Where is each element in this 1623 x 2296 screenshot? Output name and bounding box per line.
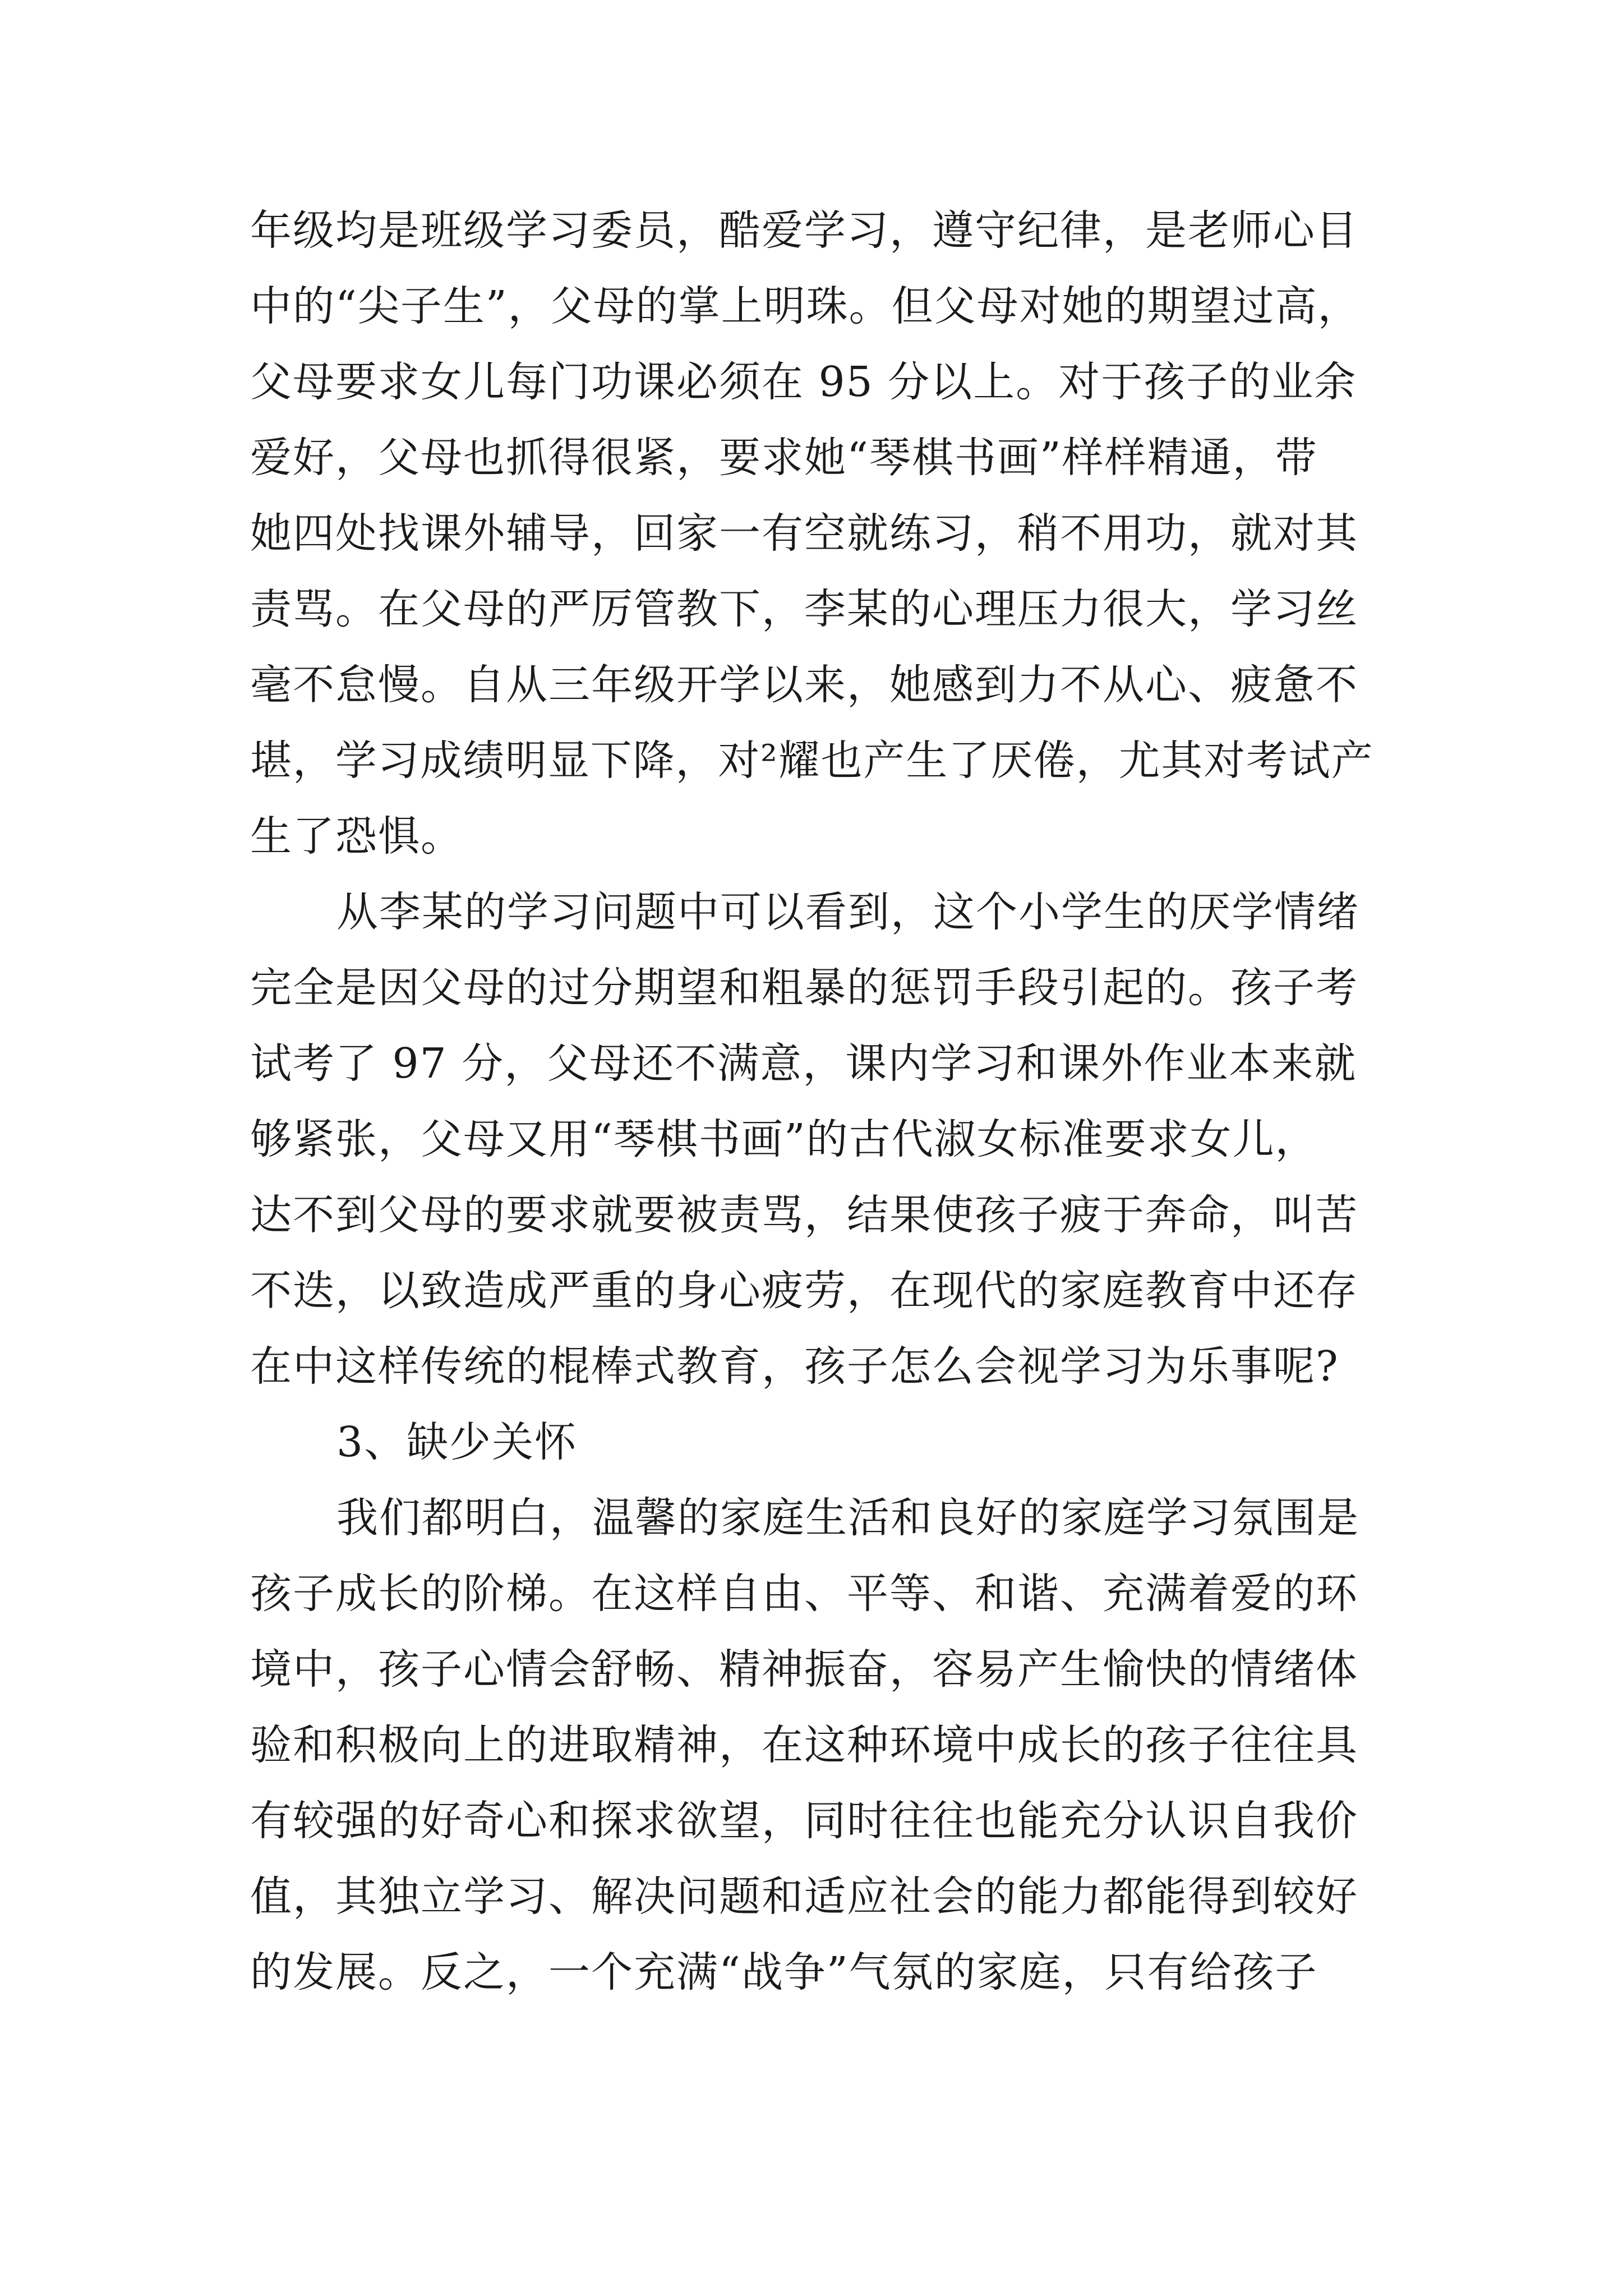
text-line: 境中，孩子心情会舒畅、精神振奋，容易产生愉快的情绪体: [250, 1645, 1358, 1694]
text-line: 爱好，父母也抓得很紧，要求她“琴棋书画”样样精通，带: [250, 434, 1318, 482]
text-line: 她四处找课外辅导，回家一有空就练习，稍不用功，就对其: [250, 509, 1358, 558]
text-line: 父母要求女儿每门功课必须在 95 分以上。对于孩子的业余: [250, 358, 1357, 406]
text-line: 值，其独立学习、解决问题和适应社会的能力都能得到较好: [250, 1872, 1358, 1921]
text-line: 中的“尖子生”，父母的掌上明珠。但父母对她的期望过高，: [250, 282, 1361, 330]
text-line: 达不到父母的要求就要被责骂，结果使孩子疲于奔命，叫苦: [250, 1191, 1358, 1239]
paragraph-start-line: 我们都明白，温馨的家庭生活和良好的家庭学习氛围是: [336, 1494, 1359, 1542]
text-line: 不迭，以致造成严重的身心疲劳，在现代的家庭教育中还存: [250, 1267, 1358, 1315]
text-line: 在中这样传统的棍棒式教育，孩子怎么会视学习为乐事呢?: [250, 1342, 1339, 1391]
text-line: 试考了 97 分，父母还不满意，课内学习和课外作业本来就: [250, 1039, 1357, 1088]
text-line: 的发展。反之，一个充满“战争”气氛的家庭，只有给孩子: [250, 1948, 1318, 1996]
text-line: 年级均是班级学习委员，酷爱学习，遵守纪律，是老师心目: [250, 206, 1358, 255]
text-line: 验和积极向上的进取精神，在这种环境中成长的孩子往往具: [250, 1721, 1358, 1769]
text-line: 责骂。在父母的严厉管教下，李某的心理压力很大，学习丝: [250, 585, 1358, 633]
text-line: 孩子成长的阶梯。在这样自由、平等、和谐、充满着爱的环: [250, 1570, 1358, 1618]
section-heading: 3、缺少关怀: [336, 1418, 578, 1466]
text-line: 毫不怠慢。自从三年级开学以来，她感到力不从心、疲惫不: [250, 661, 1358, 709]
text-line: 有较强的好奇心和探求欲望，同时往往也能充分认识自我价: [250, 1797, 1358, 1845]
text-line: 够紧张，父母又用“琴棋书画”的古代淑女标准要求女儿，: [250, 1115, 1318, 1163]
text-line: 堪，学习成绩明显下降，对²耀也产生了厌倦，尤其对考试产: [250, 737, 1374, 785]
paragraph-start-line: 从李某的学习问题中可以看到，这个小学生的厌学情绪: [336, 888, 1359, 936]
text-line: 完全是因父母的过分期望和粗暴的惩罚手段引起的。孩子考: [250, 964, 1358, 1012]
text-line: 生了恐惧。: [250, 812, 463, 861]
